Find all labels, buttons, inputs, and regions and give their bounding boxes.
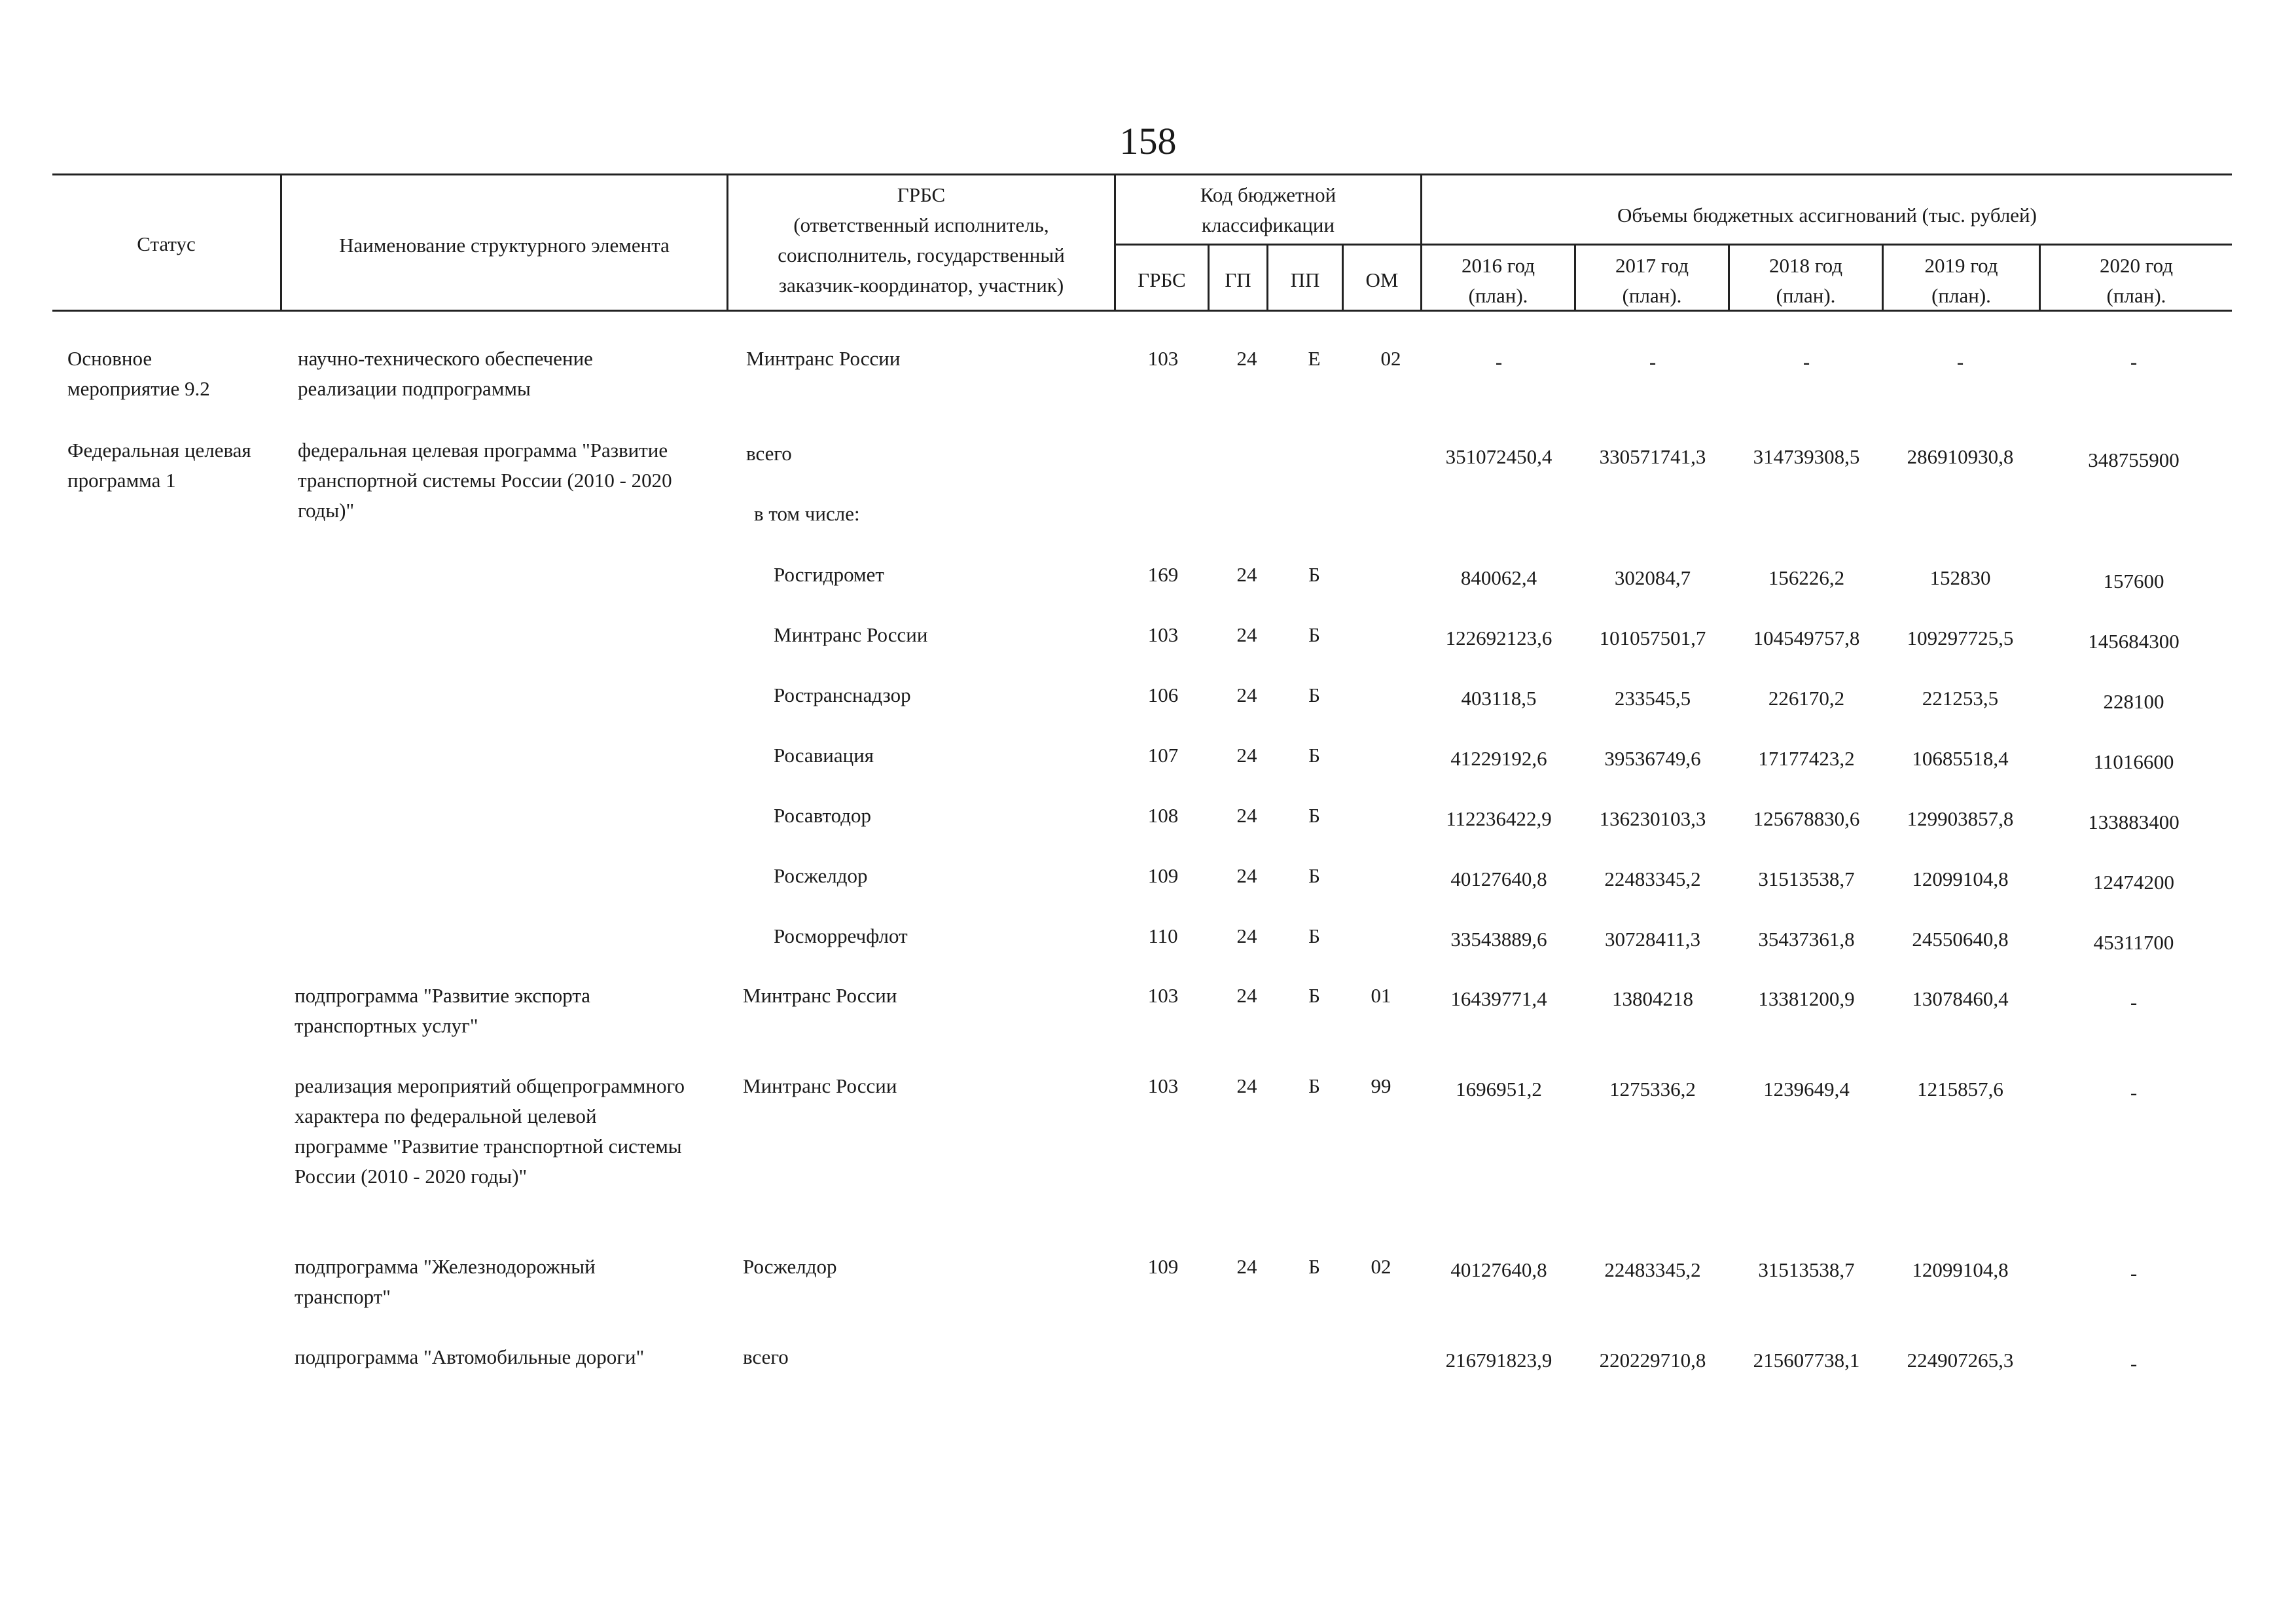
row-value: -	[2130, 1081, 2138, 1104]
header-year-2018	[1730, 251, 1882, 311]
row-name: подпрограмма "Развитие экспорта транспортных услуг"	[295, 984, 591, 1037]
row-pp: Б	[1308, 804, 1320, 827]
header-code-grbs: ГРБС	[1138, 268, 1186, 291]
header-top-rule	[52, 173, 2232, 175]
row-value: 351072450,4	[1445, 445, 1552, 468]
row-value: 233545,5	[1614, 687, 1691, 710]
row-name: реализация мероприятий общепрограммного характера по федеральной целевой программе "Развитие транспортной системы России (2010 - 2020 годы)"	[295, 1074, 685, 1188]
row-value: 136230103,3	[1599, 807, 1706, 830]
header-code-group-line: Код бюджетной	[1200, 183, 1336, 206]
row-value: -	[1495, 350, 1503, 373]
row-value: 157600	[2103, 570, 2164, 593]
row-value: 40127640,8	[1450, 1258, 1547, 1281]
year-label: 2016 год	[1461, 254, 1535, 277]
row-pp: Б	[1308, 984, 1320, 1007]
page-number: 158	[1119, 120, 1177, 162]
row-value: 41229192,6	[1450, 747, 1547, 770]
row-value: -	[2130, 1262, 2138, 1285]
row-value: 45311700	[2093, 931, 2174, 954]
row-value: 152830	[1929, 566, 1991, 589]
row-value: 145684300	[2088, 630, 2179, 653]
row-grbs: 110	[1148, 924, 1178, 947]
row-value: 224907265,3	[1907, 1349, 2014, 1372]
row-gp: 24	[1236, 804, 1257, 827]
row-value: 403118,5	[1461, 687, 1537, 710]
code-group-rule	[1114, 244, 2232, 246]
header-code-group	[1116, 180, 1420, 240]
row-value: -	[1956, 350, 1964, 373]
row-exec: Росавиация	[774, 744, 874, 767]
row-value: 12474200	[2093, 871, 2174, 894]
row-pp: Б	[1308, 563, 1320, 586]
row-value: 1215857,6	[1917, 1078, 2003, 1101]
row-value: 286910930,8	[1907, 445, 2014, 468]
row-value: 22483345,2	[1604, 1258, 1701, 1281]
row-gp: 24	[1236, 744, 1257, 767]
row-om: 02	[1371, 1255, 1391, 1278]
row-gp: 24	[1236, 1255, 1257, 1278]
row-grbs: 103	[1147, 1074, 1179, 1097]
row-value: -	[2130, 991, 2138, 1013]
row-gp: 24	[1236, 563, 1257, 586]
row-pp: Б	[1308, 684, 1320, 706]
row-om: 01	[1371, 984, 1391, 1007]
row-gp: 24	[1236, 1074, 1257, 1097]
row-grbs: 106	[1147, 684, 1179, 706]
row-gp: 24	[1236, 864, 1257, 887]
header-grbs-line: соисполнитель, государственный	[778, 244, 1065, 266]
year-note: (план).	[2106, 284, 2166, 307]
row-grbs: 109	[1147, 864, 1179, 887]
header-year-2019	[1884, 251, 2039, 311]
row-om: 02	[1380, 347, 1401, 370]
header-code-group-line: классификации	[1201, 213, 1335, 236]
row-exec: Ространснадзор	[774, 684, 911, 706]
row-value: 24550640,8	[1912, 928, 2009, 951]
row-value: 31513538,7	[1758, 1258, 1855, 1281]
row-value: 13381200,9	[1758, 987, 1855, 1010]
row-name: федеральная целевая программа "Развитие транспортной системы России (2010 - 2020 годы)"	[298, 439, 672, 522]
row-grbs: 109	[1147, 1255, 1179, 1278]
row-value: -	[1649, 350, 1657, 373]
row-grbs: 169	[1147, 563, 1179, 586]
header-year-2016	[1422, 251, 1574, 311]
row-value: 215607738,1	[1753, 1349, 1860, 1372]
row-value: 13078460,4	[1912, 987, 2009, 1010]
row-exec: Росжелдор	[774, 864, 868, 887]
row-pp: Е	[1308, 347, 1321, 370]
row-value: 101057501,7	[1599, 627, 1706, 649]
row-value: 31513538,7	[1758, 867, 1855, 890]
row-value: 840062,4	[1460, 566, 1537, 589]
row-gp: 24	[1236, 684, 1257, 706]
row-exec: Росавтодор	[774, 804, 872, 827]
header-code-pp: ПП	[1290, 268, 1320, 291]
row-grbs: 107	[1147, 744, 1179, 767]
header-grbs-line: заказчик-координатор, участник)	[778, 274, 1064, 297]
row-value: 302084,7	[1614, 566, 1691, 589]
header-code-gp: ГП	[1225, 268, 1251, 291]
row-value: 1275336,2	[1609, 1078, 1696, 1101]
year-label: 2020 год	[2099, 254, 2174, 277]
row-gp: 24	[1236, 347, 1257, 370]
row-value: 216791823,9	[1445, 1349, 1552, 1372]
row-value: 125678830,6	[1753, 807, 1860, 830]
row-exec: всего	[746, 442, 792, 465]
year-note: (план).	[1622, 284, 1682, 307]
row-exec: Росморречфлот	[774, 924, 908, 947]
row-value: 314739308,5	[1753, 445, 1860, 468]
row-pp: Б	[1308, 924, 1320, 947]
year-label: 2017 год	[1615, 254, 1689, 277]
row-value: 228100	[2103, 690, 2164, 713]
row-value: 10685518,4	[1912, 747, 2009, 770]
row-pp: Б	[1308, 623, 1320, 646]
row-om: 99	[1371, 1074, 1391, 1097]
row-value: 11016600	[2093, 750, 2174, 773]
row-value: 221253,5	[1922, 687, 1999, 710]
row-exec: Минтранс России	[774, 623, 928, 646]
header-name: Наименование структурного элемента	[339, 234, 670, 257]
row-value: 33543889,6	[1450, 928, 1547, 951]
row-value: 35437361,8	[1758, 928, 1855, 951]
row-exec: Минтранс России	[746, 347, 901, 370]
row-name: подпрограмма "Железнодорожный транспорт"	[295, 1255, 596, 1308]
row-grbs: 108	[1147, 804, 1179, 827]
row-value: -	[2130, 350, 2138, 373]
row-status: Основное мероприятие 9.2	[67, 347, 210, 400]
row-name: научно-технического обеспечение реализации подпрограммы	[298, 347, 593, 400]
row-value: 12099104,8	[1912, 1258, 2009, 1281]
year-note: (план).	[1468, 284, 1528, 307]
row-value: 112236422,9	[1446, 807, 1552, 830]
row-value: 1696951,2	[1456, 1078, 1542, 1101]
row-value: 12099104,8	[1912, 867, 2009, 890]
row-exec: Росжелдор	[743, 1255, 837, 1278]
row-exec: Минтранс России	[743, 1074, 897, 1097]
row-pp: Б	[1308, 1255, 1320, 1278]
row-value: 39536749,6	[1604, 747, 1701, 770]
header-grbs-line: ГРБС	[897, 183, 946, 206]
row-exec: Минтранс России	[743, 984, 897, 1007]
row-gp: 24	[1236, 984, 1257, 1007]
row-gp: 24	[1236, 924, 1257, 947]
year-note: (план).	[1931, 284, 1991, 307]
row-value: 220229710,8	[1599, 1349, 1706, 1372]
row-value: 226170,2	[1768, 687, 1845, 710]
row-value: 13804218	[1612, 987, 1693, 1010]
row-grbs: 103	[1147, 347, 1179, 370]
header-grbs	[728, 180, 1114, 301]
row-value: 348755900	[2088, 448, 2179, 471]
row-name: подпрограмма "Автомобильные дороги"	[295, 1345, 645, 1368]
row-gp: 24	[1236, 623, 1257, 646]
row-pp: Б	[1308, 1074, 1320, 1097]
row-value: 22483345,2	[1604, 867, 1701, 890]
row-pp: Б	[1308, 744, 1320, 767]
header-status: Статус	[137, 232, 196, 255]
header-volumes-group: Объемы бюджетных ассигнований (тыс. рублей)	[1617, 204, 2037, 227]
header-grbs-line: (ответственный исполнитель,	[793, 213, 1049, 236]
row-exec: всего	[743, 1345, 789, 1368]
row-value: 330571741,3	[1599, 445, 1706, 468]
year-label: 2019 год	[1924, 254, 1998, 277]
row-value: 122692123,6	[1445, 627, 1552, 649]
header-code-om: ОМ	[1365, 268, 1399, 291]
row-value: 156226,2	[1768, 566, 1845, 589]
row-exec: в том числе:	[754, 502, 860, 525]
row-value: 133883400	[2088, 811, 2179, 833]
row-value: -	[2130, 1352, 2138, 1375]
header-year-2020	[2041, 251, 2232, 311]
row-value: 16439771,4	[1450, 987, 1547, 1010]
header-year-2017	[1576, 251, 1728, 311]
row-value: 109297725,5	[1907, 627, 2014, 649]
row-value: 40127640,8	[1450, 867, 1547, 890]
row-value: 30728411,3	[1604, 928, 1701, 951]
row-status: Федеральная целевая программа 1	[67, 439, 251, 492]
row-value: 17177423,2	[1758, 747, 1855, 770]
row-exec: Росгидромет	[774, 563, 884, 586]
row-value: -	[1803, 350, 1810, 373]
row-value: 104549757,8	[1753, 627, 1860, 649]
row-value: 129903857,8	[1907, 807, 2014, 830]
row-value: 1239649,4	[1763, 1078, 1850, 1101]
year-label: 2018 год	[1768, 254, 1843, 277]
row-grbs: 103	[1147, 623, 1179, 646]
row-pp: Б	[1308, 864, 1320, 887]
row-grbs: 103	[1147, 984, 1179, 1007]
year-note: (план).	[1776, 284, 1836, 307]
